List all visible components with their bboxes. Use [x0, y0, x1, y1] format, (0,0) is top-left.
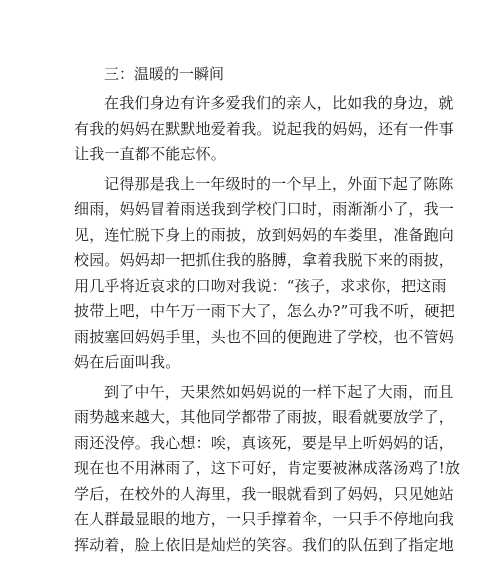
text-line: 校园。妈妈却一把抓住我的胳膊，拿着我脱下来的雨披，: [74, 251, 455, 269]
text-line: 雨还没停。我心想：唉，真该死，要是早上听妈妈的话，: [74, 433, 455, 452]
text-line: 在人群最显眼的地方，一只手撑着伞，一只手不停地向我: [74, 510, 455, 528]
text-line: 披带上吧，中午万一雨下大了，怎么办?”可我不听，硬把: [74, 302, 455, 320]
text-line: 用几乎将近哀求的口吻对我说：“孩子，求求你，把这雨: [74, 276, 447, 295]
paragraph-1: [74, 91, 455, 168]
text-line: 让我一直都不能忘怀。: [74, 145, 227, 163]
paragraph-3: [74, 380, 461, 559]
text-line: 雨势越来越大，其他同学都带了雨披，眼看就要放学了，: [74, 408, 455, 426]
text-line: 妈在后面叫我。: [74, 353, 181, 371]
document-page: [74, 62, 461, 562]
text-line: 学后，在校外的人海里，我一眼就看到了妈妈，只见她站: [74, 484, 455, 503]
text-line: 到了中午，天果然如妈妈说的一样下起了大雨，而且: [104, 382, 454, 401]
text-line: 雨披塞回妈妈手里，头也不回的便跑进了学校，也不管妈: [74, 327, 455, 346]
text-line: 见，连忙脱下身上的雨披，放到妈妈的车娄里，准备跑向: [74, 225, 455, 244]
text-line: 细雨，妈妈冒着雨送我到学校门口时，雨渐渐小了，我一: [74, 200, 455, 218]
text-line: 现在也不用淋雨了，这下可好，肯定要被淋成落汤鸡了!放: [74, 459, 461, 477]
text-line: 挥动着，脸上依旧是灿烂的笑容。我们的队伍到了指定地: [74, 535, 455, 554]
text-line: 有我的妈妈在默默地爱着我。说起我的妈妈，还有一件事: [74, 119, 455, 138]
text-line: 记得那是我上一年级时的一个早上，外面下起了陈陈: [104, 174, 454, 193]
section-title: 三：温暖的一瞬间: [104, 65, 225, 83]
paragraph-2: [74, 172, 455, 376]
text-line: 在我们身边有许多爱我们的亲人，比如我的身边，就: [104, 94, 454, 112]
